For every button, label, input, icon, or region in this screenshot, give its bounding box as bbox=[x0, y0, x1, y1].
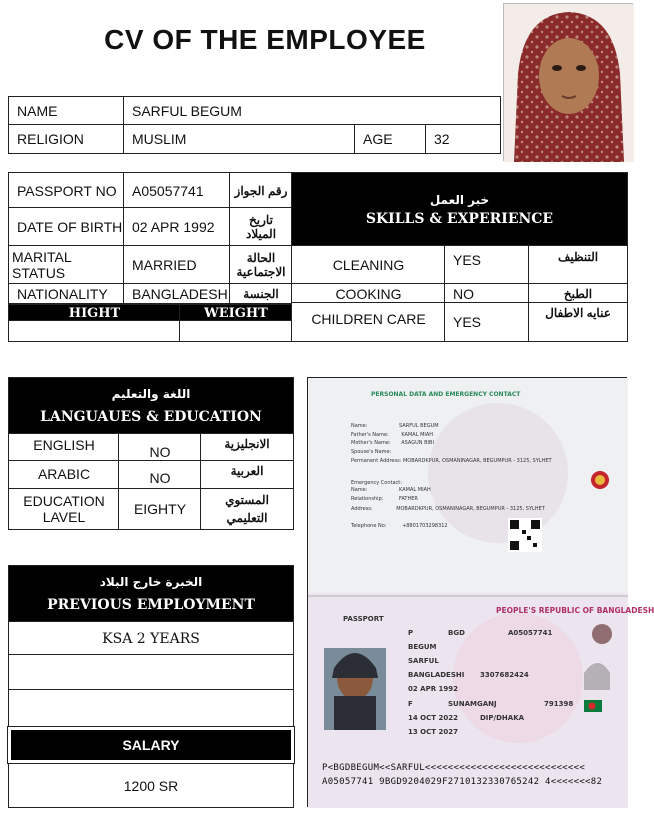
pp-sex: F bbox=[408, 700, 413, 708]
pp-emergency-address: Address: MOBARDKPUR, OSMANINAGAR, BEGUMPUR - 3125, SYLHET bbox=[351, 506, 545, 512]
education-label-ar: المستوي التعليمي bbox=[200, 488, 294, 530]
nationality-label: NATIONALITY bbox=[8, 283, 125, 304]
language-label: ENGLISH bbox=[8, 433, 120, 462]
passport-scan bbox=[307, 377, 654, 807]
employee-photo bbox=[503, 3, 633, 161]
passport-label-ar: رقم الجواز bbox=[229, 172, 293, 209]
employment-value: KSA 2 YEARS bbox=[8, 621, 294, 656]
pp-emergency-name: Name: KAMAL MIAH bbox=[351, 487, 431, 493]
skill-label-ar: التنظيف bbox=[528, 245, 628, 285]
pp-emergency-name-value: KAMAL MIAH bbox=[399, 487, 431, 493]
pp-authority: DIP/DHAKA bbox=[480, 714, 525, 722]
pp-number: A05057741 bbox=[508, 629, 553, 637]
pp-emergency: Emergency Contact: bbox=[351, 480, 402, 486]
pp-mother-value: ASAGUN BIBI bbox=[401, 440, 434, 446]
pp-mother: Mother's Name: ASAGUN BIBI bbox=[351, 440, 434, 446]
marital-value: MARRIED bbox=[123, 245, 231, 285]
age-label: AGE bbox=[354, 124, 427, 154]
name-label: NAME bbox=[8, 96, 125, 126]
employment-row-empty bbox=[8, 654, 294, 691]
pp-father: Father's Name: KAMAL MIAH bbox=[351, 432, 434, 438]
pp-issue: 14 OCT 2022 bbox=[408, 714, 458, 722]
religion-value: MUSLIM bbox=[123, 124, 356, 154]
height-value bbox=[8, 320, 181, 342]
pp-nationality: BANGLADESHI bbox=[408, 671, 465, 679]
employment-header-en: PREVIOUS EMPLOYMENT bbox=[47, 597, 255, 613]
language-value: NO bbox=[118, 433, 202, 462]
dob-label-ar: تاريخ الميلاد bbox=[229, 207, 293, 247]
pp-address-value: MOBARDKPUR, OSMANINAGAR, BEGUMPUR - 3125, SYLHET bbox=[402, 458, 552, 464]
passport-value: A05057741 bbox=[123, 172, 231, 209]
pp-extra-no: 791398 bbox=[544, 700, 574, 708]
weight-label: WEIGHT bbox=[179, 304, 293, 322]
pp-personal-no: 3307682424 bbox=[480, 671, 529, 679]
skills-header-en: SKILLS & EXPERIENCE bbox=[365, 210, 554, 227]
pp-surname: BEGUM bbox=[408, 643, 437, 651]
pp-telephone-value: +8801703298312 bbox=[402, 523, 448, 529]
skill-label: CHILDREN CARE bbox=[291, 302, 446, 342]
dob-label: DATE OF BIRTH bbox=[8, 207, 125, 247]
education-label: EDUCATION LAVEL bbox=[8, 488, 120, 530]
pp-emergency-address-value: MOBARDKPUR, OSMANINAGAR, BEGUMPUR - 3125, SYLHET bbox=[396, 506, 545, 512]
language-label: ARABIC bbox=[8, 460, 120, 490]
pp-code: BGD bbox=[448, 629, 465, 637]
language-value: NO bbox=[118, 460, 202, 490]
pp-spouse: Spouse's Name: bbox=[351, 449, 392, 455]
pp-address: Permanent Address: MOBARDKPUR, OSMANINAGAR, BEGUMPUR - 3125, SYLHET bbox=[351, 458, 552, 464]
salary-label: SALARY bbox=[8, 727, 294, 763]
languages-header-en: LANGUAUES & EDUCATION bbox=[40, 409, 262, 425]
pp-top-heading: PERSONAL DATA AND EMERGENCY CONTACT bbox=[371, 391, 521, 398]
pp-type: P bbox=[408, 629, 414, 637]
marital-label: MARITAL STATUS bbox=[8, 245, 125, 285]
pp-doc-label: PASSPORT bbox=[343, 615, 384, 623]
skill-label-ar: الطبخ bbox=[528, 283, 628, 304]
height-label: HIGHT bbox=[8, 304, 181, 322]
salary-value: 1200 SR bbox=[8, 763, 294, 808]
employment-header-ar: الخبرة خارج البلاد bbox=[99, 575, 203, 589]
marital-label-ar: الحالة الاجتماعية bbox=[229, 245, 293, 285]
nationality-value: BANGLADESH bbox=[123, 283, 231, 304]
skill-label: COOKING bbox=[291, 283, 446, 304]
languages-header bbox=[8, 377, 294, 435]
pp-telephone: Telephone No: +8801703298312 bbox=[351, 523, 448, 529]
dob-value: 02 APR 1992 bbox=[123, 207, 231, 247]
pp-given: SARFUL bbox=[408, 657, 439, 665]
skill-value: YES bbox=[444, 302, 530, 342]
pp-dob: 02 APR 1992 bbox=[408, 685, 459, 693]
language-label-ar: العربية bbox=[200, 460, 294, 490]
employment-row-empty bbox=[8, 689, 294, 727]
skill-value: NO bbox=[444, 283, 530, 304]
pp-expiry: 13 OCT 2027 bbox=[408, 728, 458, 736]
languages-header-ar: اللغة والتعليم bbox=[111, 387, 191, 401]
language-label-ar: الانجليزية bbox=[200, 433, 294, 462]
employment-header bbox=[8, 565, 294, 623]
name-value: SARFUL BEGUM bbox=[123, 96, 501, 126]
page-title: CV OF THE EMPLOYEE bbox=[104, 24, 426, 55]
skills-header bbox=[291, 172, 628, 247]
pp-relationship: Relationship: FATHER bbox=[351, 496, 418, 502]
passport-label: PASSPORT NO bbox=[8, 172, 125, 209]
pp-mrz-line2: A05057741 9BGD9204029F2710132330765242 4<<<<<<<82 bbox=[322, 777, 603, 787]
pp-name: Name: SARFUL BEGUM bbox=[351, 423, 439, 429]
pp-name-value: SARFUL BEGUM bbox=[399, 423, 439, 429]
skill-label: CLEANING bbox=[291, 245, 446, 285]
pp-place: SUNAMGANJ bbox=[448, 700, 497, 708]
skill-value: YES bbox=[444, 245, 530, 285]
skill-label-ar: عنايه الاطفال bbox=[528, 302, 628, 342]
religion-label: RELIGION bbox=[8, 124, 125, 154]
pp-country-header: PEOPLE'S REPUBLIC OF BANGLADESH bbox=[496, 606, 654, 615]
pp-father-value: KAMAL MIAH bbox=[401, 432, 434, 438]
pp-relationship-value: FATHER bbox=[398, 496, 418, 502]
skills-header-ar: خبر العمل bbox=[429, 192, 490, 207]
weight-value bbox=[179, 320, 293, 342]
pp-mrz-line1: P<BGDBEGUM<<SARFUL<<<<<<<<<<<<<<<<<<<<<<<<<<<< bbox=[322, 763, 586, 773]
employee-photo-image bbox=[504, 4, 634, 162]
age-value: 32 bbox=[425, 124, 501, 154]
education-value: EIGHTY bbox=[118, 488, 202, 530]
nationality-label-ar: الجنسة bbox=[229, 283, 293, 304]
